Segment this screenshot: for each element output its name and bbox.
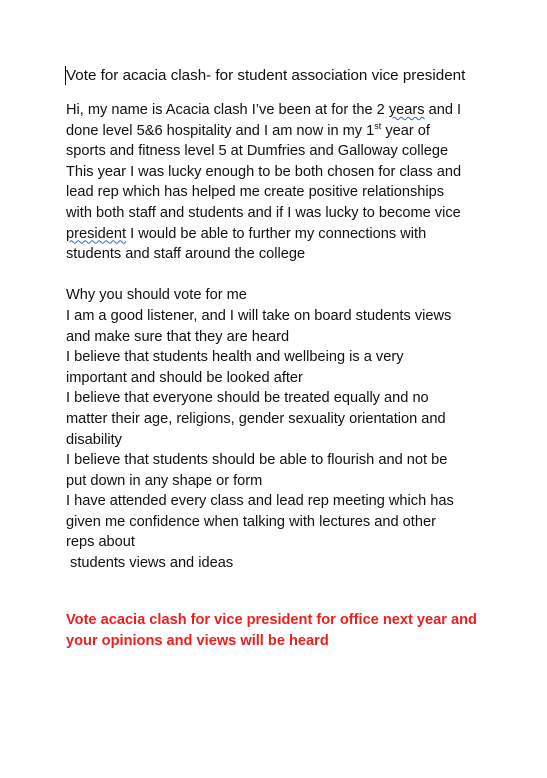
reason-line: I believe that everyone should be treated equally and no xyxy=(66,390,429,407)
reason-line: I believe that students health and wellbeing is a very xyxy=(66,349,404,366)
intro-line xyxy=(66,224,496,245)
intro-line xyxy=(66,121,496,142)
reason-line: put down in any shape or form xyxy=(66,472,263,489)
intro-text: Hi, my name is Acacia clash I’ve been at for the 2 xyxy=(66,102,389,118)
reason-line: reps about xyxy=(66,534,135,551)
reasons-heading: Why you should vote for me xyxy=(66,287,247,304)
reason-line: I believe that students should be able to flourish and not be xyxy=(66,452,448,469)
document-title[interactable]: Vote for acacia clash- for student association vice president xyxy=(66,67,466,84)
intro-text: year of xyxy=(381,122,430,139)
intro-line xyxy=(66,100,496,121)
document-body[interactable] xyxy=(66,100,496,574)
intro-line: lead rep which has helped me create positive relationships xyxy=(66,184,445,201)
intro-text: done level 5&6 hospitality and I am now in my 1 xyxy=(66,122,375,139)
reason-line: I have attended every class and lead rep meeting which has xyxy=(66,493,454,510)
reason-line: and make sure that they are heard xyxy=(66,328,290,345)
reason-line: I am a good listener, and I will take on board students views xyxy=(66,307,452,324)
intro-line: with both staff and students and if I was lucky to become vice xyxy=(66,204,461,221)
intro-text: I would be able to further my connections with xyxy=(126,225,427,242)
reason-line: disability xyxy=(66,431,122,448)
intro-line: students and staff around the college xyxy=(66,246,306,263)
intro-text: and I xyxy=(424,102,462,118)
closing-line: your opinions and views will be heard xyxy=(66,633,329,649)
reason-line: important and should be looked after xyxy=(66,369,303,386)
superscript-text: st xyxy=(374,120,382,131)
intro-line: This year I was lucky enough to be both chosen for class and xyxy=(66,163,462,180)
closing-line: Vote acacia clash for vice president for office next year and xyxy=(66,612,477,628)
spellcheck-word[interactable]: years xyxy=(388,102,425,118)
closing-statement[interactable] xyxy=(66,610,506,652)
reason-line: given me confidence when talking with lectures and other xyxy=(66,513,436,530)
intro-line: sports and fitness level 5 at Dumfries and Galloway college xyxy=(66,143,449,160)
blank-line xyxy=(66,265,496,286)
reason-line: matter their age, religions, gender sexuality orientation and xyxy=(66,410,446,427)
reason-line: students views and ideas xyxy=(66,555,234,572)
spellcheck-word[interactable]: president xyxy=(66,225,127,242)
